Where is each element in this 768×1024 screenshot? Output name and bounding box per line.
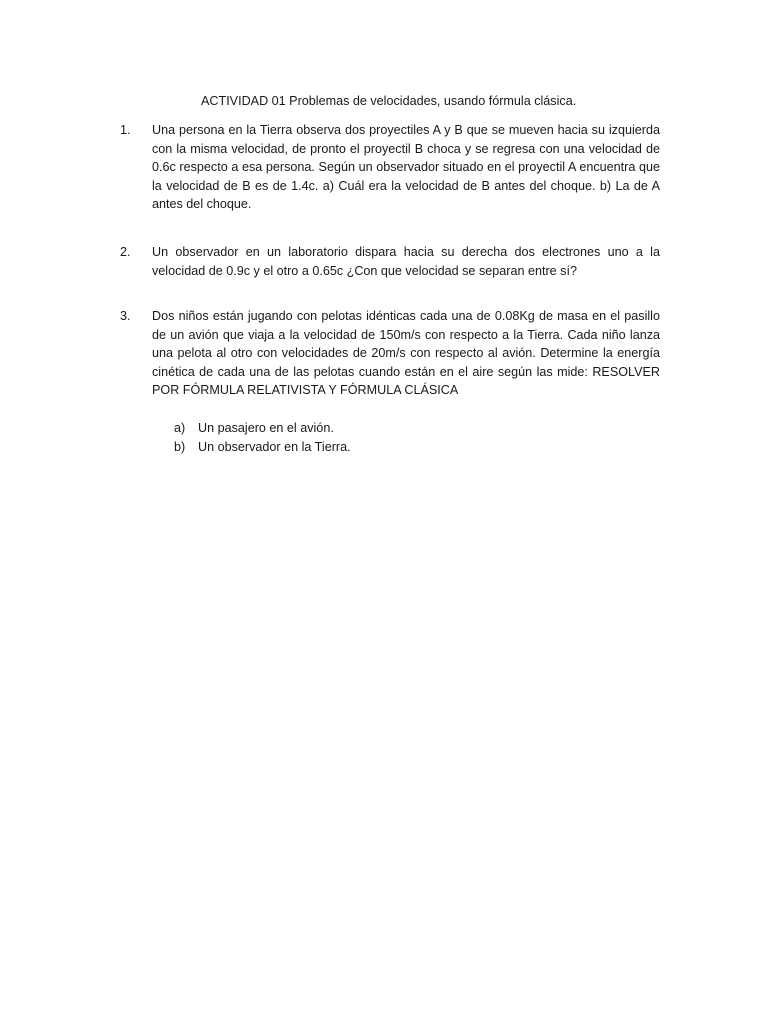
subitem-list (174, 419, 574, 458)
subitem-letter: a) (174, 421, 186, 435)
subitem-text: Un pasajero en el avión. (198, 421, 334, 435)
problem-text: Un observador en un laboratorio dispara hacia su derecha dos electrones uno a la velocidad de 0.9c y el otro a 0.65c ¿Con que velocidad se separan entre sí? (152, 245, 660, 278)
document-title: ACTIVIDAD 01 Problemas de velocidades, usando fórmula clásica. (201, 94, 577, 108)
problem-text: Una persona en la Tierra observa dos proyectiles A y B que se mueven hacia su izquierda con la misma velocidad, de pronto el proyectil B choca y se regresa con una velocidad de 0.6c respecto a esa persona. Según un observador situado en el proyectil A encuentra que la velocidad de B es de 1.4c. a) Cuál era la velocidad de B antes del choque. b) La de A antes del choque. (152, 123, 660, 212)
problem-number: 3. (120, 309, 131, 323)
subitem-text: Un observador en la Tierra. (198, 440, 351, 455)
problem-item (120, 243, 660, 280)
problem-item (120, 307, 660, 400)
subitem-letter: b) (174, 440, 186, 455)
problem-number: 2. (120, 245, 131, 259)
subitem (174, 419, 574, 438)
problem-number: 1. (120, 123, 131, 137)
problem-text: Dos niños están jugando con pelotas idénticas cada una de 0.08Kg de masa en el pasillo de un avión que viaja a la velocidad de 150m/s con respecto a la Tierra. Cada niño lanza una pelota al otro con velocidades de 20m/s con respecto al avión. Determine la energía cinética de cada una de las pelotas cuando están en el aire según las mide: RESOLVER POR FÓRMULA RELATIVISTA Y FÓRMULA CLÁSICA (152, 309, 660, 398)
subitem (174, 438, 574, 457)
problem-item (120, 121, 660, 214)
